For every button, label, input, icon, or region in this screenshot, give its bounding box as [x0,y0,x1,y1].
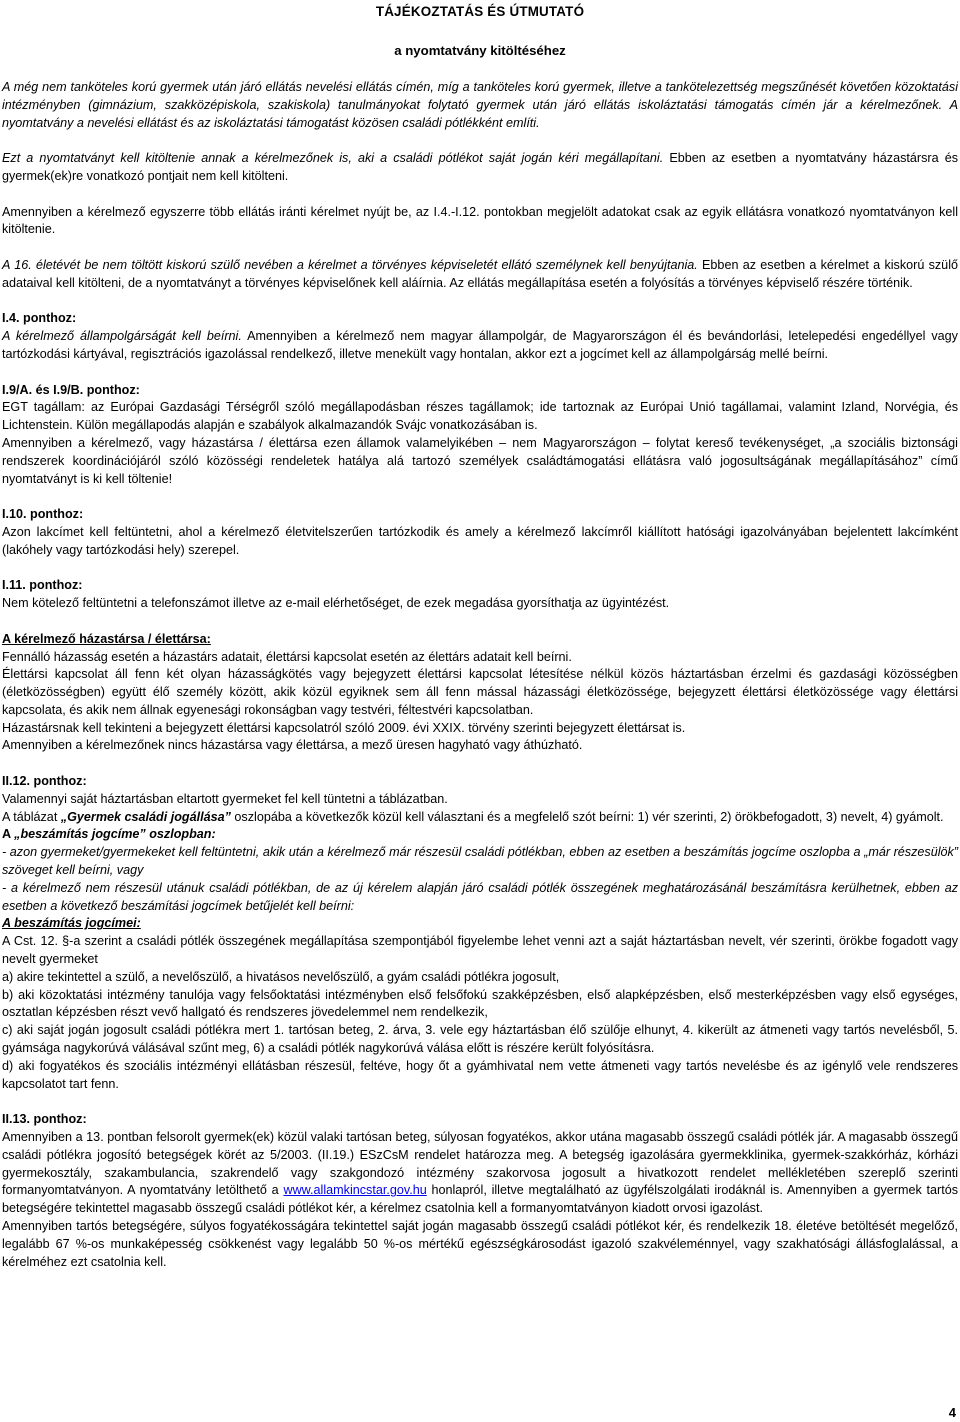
page-title: TÁJÉKOZTATÁS ÉS ÚTMUTATÓ [375,4,585,19]
ii12-text-3b: „beszámítás jogcíme” oszlopban: [14,827,216,842]
section-i4-text-b: Amennyiben a kérelmező nem magyar állampolgár, de Magyarországon él és bevándorlási, letelepedési engedéllyel vagy tartózkodási kártyával, regisztrációs igazolással rendelkező, illetve menekült vagy hontalan, akkor ezt a jogcímet kell az állampolgárság mellé beírni. [2,329,958,361]
intro-text-4b: Ebben az esetben a kérelmet a kiskorú szülő adataival kell kitölteni, de a nyomtatványt a törvényes képviselőnek kell aláírnia. Az ellátás megállapítása esetén a folyósítás a törvényes képviselő részére történik. [2,257,958,290]
section-i4-text-a: A kérelmező állampolgárságát kell beírni. [2,329,242,344]
section-ii12-text-3 [2,826,958,844]
section-heading-spouse: A kérelmező házastársa / élettársa: [2,631,211,646]
section-ii12-item-c: c) aki saját jogán jogosult családi pótlékra mert 1. tartósan beteg, 2. árva, 3. vele egy háztartásban élő szülője elhunyt, 4. kikerült az átmeneti vagy tartós nevelésből, 5. gyámsága nagykorúvá válásával szűnt meg, 6) a családi pótlék nagykorúvá válása előtt is részére került folyósításra. [2,1023,958,1056]
section-ii12-text-1: Valamennyi saját háztartásban eltartott gyermeket fel kell tüntetni a táblázatban. [2,791,448,806]
section-ii13-text-2: Amennyiben tartós betegségére, súlyos fogyatékosságára tekintettel saját jogán magasabb összegű családi pótlékot kér, és rendelkezik 18. életéve betöltését megelőző, legalább 67 %-os munkaképesség csökkenést vagy legalább 50 %-os mértékű egészségkárosodást igazoló szakvéleménnyel, vagy szakhatósági állásfoglalással, a kérelméhez ezt csatolnia kell. [2,1219,958,1269]
spouse-text-3: Házastársnak kell tekinteni a bejegyzett élettársi kapcsolatról szóló 2009. évi XXIX. törvény szerinti bejegyzett élettársat is. [2,720,686,735]
section-ii13-text-1 [2,1129,958,1218]
intro-text-4a: A 16. életévét be nem töltött kiskorú szülő nevében a kérelmet a törvényes képviseletét ellátó személynek kell benyújtania. [2,257,698,272]
section-ii12-text-5: - a kérelmező nem részesül utánuk családi pótlékban, de az új kérelem alapján járó családi pótlék összegének meghatározásánál beszámításra kerülhetnek, ebben az esetben a következő beszámítási jogcímek betűjelét kell beírni: [2,880,958,913]
section-ii12-item-d: d) aki fogyatékos és szociális intézményi ellátásban részesül, feltéve, hogy őt a gyámhivatal nem vette átmeneti vagy tartós nevelésbe és az igénylő vele rendszeres kapcsolatot tart fenn. [2,1058,958,1091]
intro-text-2b: Ebben az esetben a nyomtatvány házastársra és gyermek(ek)re vonatkozó pontjait nem kell kitölteni. [2,151,958,183]
section-i10-text: Azon lakcímet kell feltüntetni, ahol a kérelmező életvitelszerűen tartózkodik és amely a kérelmező lakcímről kiállított hatósági igazolványában bejelentett lakcímként (lakóhely vagy tartózkodási hely) szerepel. [2,524,958,557]
section-heading-i11: I.11. ponthoz: [2,578,83,593]
section-heading-i9: I.9/A. és I.9/B. ponthoz: [2,382,140,397]
section-ii12-item-b: b) aki közoktatási intézmény tanulója vagy felsőoktatási intézményben első felsőfokú szakképzésben, első alapképzésben, első mesterképzésben vagy első egységes, osztatlan képzésben részt vevő hallgató és rendszeres jövedelemmel nem rendelkezik, [2,987,958,1020]
intro-paragraph-3: Amennyiben a kérelmező egyszerre több ellátás iránti kérelmet nyújt be, az I.4.-I.12. pontokban megjelölt adatokat csak az egyik ellátásra vonatkozó nyomtatványon kell kitöltenie. [2,204,958,237]
ii12-text-2a: A táblázat [2,809,61,824]
intro-paragraph-1: A még nem tanköteles korú gyermek után járó ellátás nevelési ellátás címén, míg a tanköteles korú gyermek, illetve a tankötelezettség megszűnését követően közoktatási intézményben (gimnázium, szakközépiskola, szakiskola) tanulmányokat folytató gyermek után járó ellátás iskoláztatási támogatás címén jár a kérelmezőnek. A nyomtatvány a nevelési ellátást és az iskoláztatási támogatást közösen családi pótlékként említi. [2,80,958,130]
spouse-text-1: Fennálló házasság esetén a házastárs adatait, élettársi kapcsolat esetén az élettárs adatait kell beírni. [2,649,572,664]
section-ii12-item-a: a) akire tekintettel a szülő, a nevelőszülő, a hivatásos nevelőszülő, a gyám családi pótlékra jogosult, [2,969,560,984]
section-heading-i4: I.4. ponthoz: [2,311,77,326]
ii12-text-3a: A [2,827,15,842]
spouse-text-2: Élettársi kapcsolat áll fenn két olyan házasságkötés vagy bejegyzett élettársi kapcsolat létesítése nélkül közös háztartásban érzelmi és gazdasági közösségben (életközösségben) együtt élő személy között, akik közül egyiknek sem áll fenn mással házassági életközössége, bejegyzett élettársi életközössége vagy élettársi kapcsolata, és akik nem állnak egyenesági rokonságban vagy testvéri, féltestvéri kapcsolatban. [2,667,958,717]
allamkincstar-link[interactable]: www.allamkincstar.gov.hu [283,1183,427,1198]
spouse-text-4: Amennyiben a kérelmezőnek nincs házastársa vagy élettársa, a mező üresen hagyható vagy áthúzható. [2,738,583,753]
section-heading-ii12: II.12. ponthoz: [2,774,87,789]
section-ii12-text-4: - azon gyermeket/gyermekeket kell feltüntetni, akik után a kérelmező már részesül családi pótlékban, ebben az esetben a beszámítás jogcíme oszlopba a „már részesülök” szöveget kell beírni, vagy [2,845,958,878]
intro-text-2a: Ezt a nyomtatványt kell kitöltenie annak a kérelmezőnek is, aki a családi pótlékot saját jogán kéri megállapítani. [2,151,664,166]
page-subtitle: a nyomtatvány kitöltéséhez [394,43,566,58]
section-heading-i10: I.10. ponthoz: [2,507,84,522]
section-i9-text-2: Amennyiben a kérelmező, vagy házastársa / élettársa ezen államok valamelyikében – nem Magyarországon – folytat kereső tevékenységet, „a szociális biztonsági rendszerek koordinációjáról szóló közösségi rendeletek hatálya alá tartozó személyek családtámogatási ellátásra való jogosultságának megállapításához” című nyomtatványt is ki kell töltenie! [2,435,958,486]
section-ii12-text-7: A Cst. 12. §-a szerint a családi pótlék összegének megállapítása szempontjából figyelembe lehet venni azt a saját háztartásban nevelt, vér szerinti, örökbe fogadott vagy nevelt gyermeket [2,934,958,967]
ii12-text-2c: oszlopába a következők közül kell választani és a megfelelő szót beírni: 1) vér szerinti, 2) örökbefogadott, 3) nevelt, 4) gyámolt. [230,809,944,824]
ii13-text-1a: Amennyiben a 13. pontban felsorolt gyermek(ek) közül valaki tartósan beteg, súlyosan fogyatékos, akkor utána magasabb összegű családi pótlék jár. A magasabb összegű családi pótlékra jogosító betegségek körét az 5/2003. (II.19.) ESzCsM rendelet határozza meg. A betegség igazolására gyermekklinika, gyermek-szakkórház, kórházi gyermekosztály, szakambulancia, szakrendelő vagy szakgondozó intézmény szakorvosa jogosult a hivatkozott rendelet mellékletében szereplő szerinti formanyomtatványon. A nyomtatvány letölthető a [2,1130,958,1198]
section-heading-ii13: II.13. ponthoz: [2,1112,87,1127]
ii13-text-1b: honlapról, illetve megtalálható az ügyfélszolgálati irodáknál is. Amennyiben a gyermek tartós betegségére tekintettel magasabb összegű családi pótlékot kér, a kérelmez csatolnia kell a formanyomtatványon kiadott orvosi igazolást. [2,1183,959,1216]
section-i9-text-1: EGT tagállam: az Európai Gazdasági Térségről szóló megállapodásban részes tagállamok; ide tartoznak az Európai Unió tagállamai, valamint Izland, Norvégia, és Lichtenstein. Külön megállapodás alapján e szabályok alkalmazandók Svájc vonatkozásában is. [2,400,958,433]
section-i11-text: Nem kötelező feltüntetni a telefonszámot illetve az e-mail elérhetőséget, de ezek megadása gyorsíthatja az ügyintézést. [2,596,670,611]
page-number: 4 [948,1405,956,1420]
section-ii12-subheading: A beszámítás jogcímei: [2,916,141,931]
intro-paragraph-4 [2,257,958,293]
intro-paragraph-2 [2,150,958,186]
section-i4-text [2,328,958,364]
ii12-column-name: „Gyermek családi jogállása” [60,809,231,824]
section-ii12-text-2 [2,809,958,827]
